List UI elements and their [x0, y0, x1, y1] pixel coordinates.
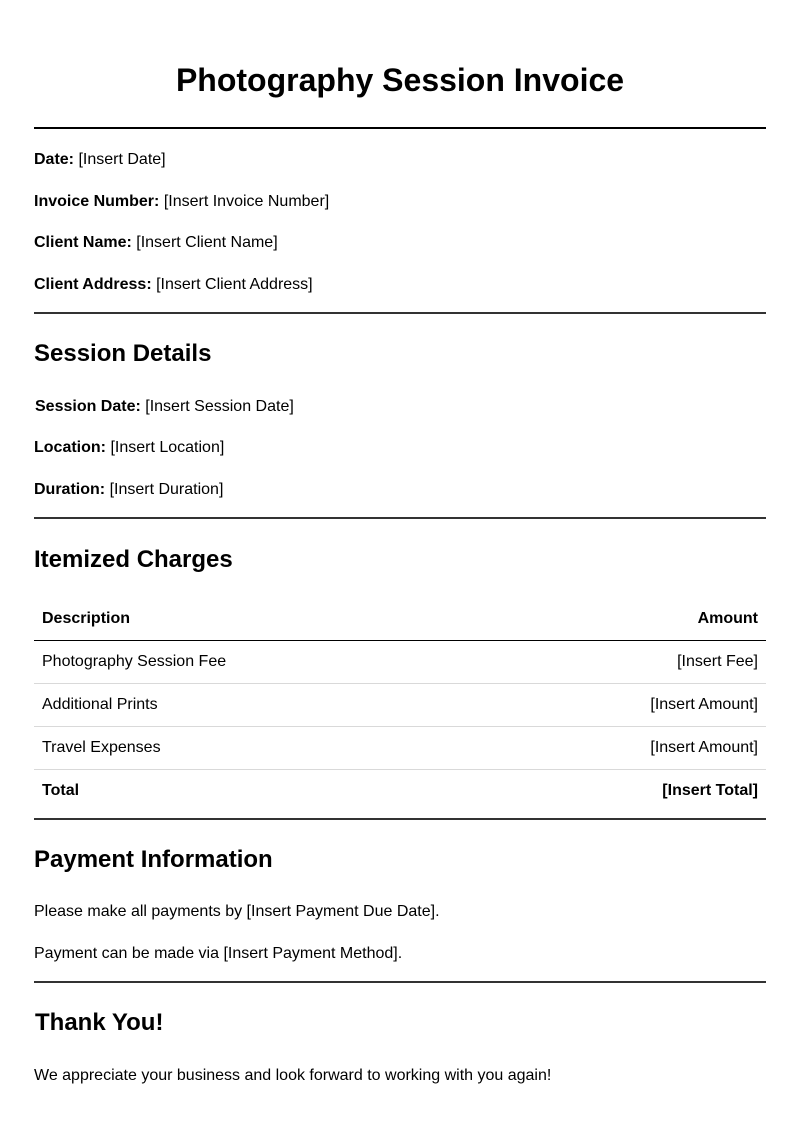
total-row: [34, 770, 766, 813]
field-value: [Insert Duration]: [109, 481, 224, 498]
charges-table: [34, 598, 766, 812]
field-label: Client Name:: [34, 234, 132, 251]
client-name-field: [34, 233, 278, 253]
divider: [34, 818, 766, 820]
divider: [34, 127, 766, 129]
table-header-row: [34, 598, 766, 641]
field-label: Client Address:: [34, 276, 152, 293]
client-address-field: [34, 275, 313, 295]
field-label: Location:: [34, 439, 106, 456]
item-amount: [Insert Amount]: [487, 684, 767, 727]
field-value: [Insert Session Date]: [145, 398, 294, 415]
divider: [34, 312, 766, 314]
session-details-heading: Session Details: [34, 340, 212, 367]
payment-due-text: Please make all payments by [Insert Payment Due Date].: [34, 903, 440, 920]
duration-field: [34, 480, 223, 500]
location-field: [34, 438, 224, 458]
invoice-date-field: [34, 150, 166, 170]
item-description: Additional Prints: [34, 684, 487, 727]
field-value: [Insert Client Name]: [136, 234, 278, 251]
payment-method-text: Payment can be made via [Insert Payment Method].: [34, 945, 403, 962]
item-amount: [Insert Fee]: [487, 641, 767, 684]
payment-information-heading: Payment Information: [34, 846, 273, 873]
item-description: Photography Session Fee: [34, 641, 487, 684]
session-date-field: [35, 397, 294, 417]
field-value: [Insert Date]: [78, 151, 166, 168]
field-value: [Insert Invoice Number]: [163, 193, 330, 210]
itemized-charges-heading: Itemized Charges: [34, 546, 233, 573]
field-label: Date:: [34, 151, 75, 168]
field-label: Duration:: [34, 481, 106, 498]
table-row: [34, 684, 766, 727]
column-header-amount: Amount: [487, 598, 767, 641]
item-description: Travel Expenses: [34, 727, 487, 770]
column-header-description: Description: [34, 598, 487, 641]
thank-you-heading: Thank You!: [35, 1009, 164, 1036]
field-label: Session Date:: [35, 398, 141, 415]
divider: [34, 517, 766, 519]
invoice-number-field: [34, 192, 329, 212]
field-value: [Insert Client Address]: [156, 276, 313, 293]
field-value: [Insert Location]: [110, 439, 225, 456]
thank-you-message: We appreciate your business and look forward to working with you again!: [34, 1067, 552, 1084]
divider: [34, 981, 766, 983]
table-row: [34, 727, 766, 770]
total-amount: [Insert Total]: [662, 782, 758, 799]
table-row: [34, 641, 766, 684]
field-label: Invoice Number:: [34, 193, 160, 210]
total-label: Total: [42, 782, 80, 799]
item-amount: [Insert Amount]: [487, 727, 767, 770]
page-title: Photography Session Invoice: [175, 62, 625, 98]
